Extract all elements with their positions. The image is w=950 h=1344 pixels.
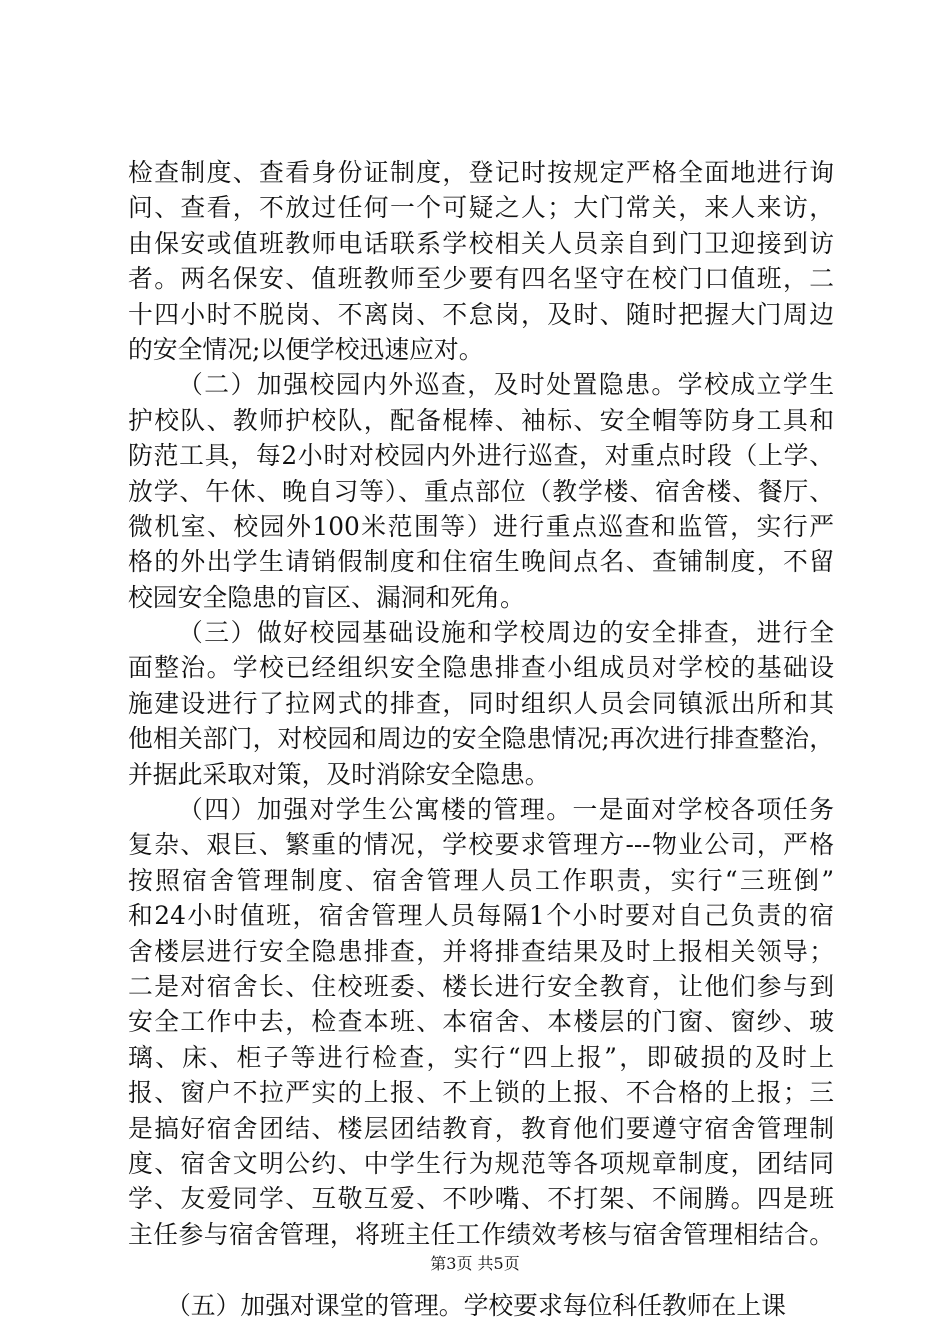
text-line: 十四小时不脱岗、不离岗、不怠岗，及时、随时把握大门周边 xyxy=(128,299,834,329)
text-line: 放学、午休、晚自习等）、重点部位（教学楼、宿舍楼、餐厅、 xyxy=(128,476,834,506)
text-line: 二是对宿舍长、住校班委、楼长进行安全教育，让他们参与到 xyxy=(128,971,834,1001)
text-line: 防范工具，每2小时对校园内外进行巡查，对重点时段（上学、 xyxy=(128,441,834,471)
text-line: 报、窗户不拉严实的上报、不上锁的上报、不合格的上报；三 xyxy=(128,1078,834,1108)
paragraph-5-heading-line: （五）加强对课堂的管理。学校要求每位科任教师在上课 xyxy=(166,1291,786,1321)
text-line: 者。两名保安、值班教师至少要有四名坚守在校门口值班，二 xyxy=(128,264,834,294)
text-line: 面整治。学校已经组织安全隐患排查小组成员对学校的基础设 xyxy=(128,653,834,683)
text-line: 微机室、校园外100米范围等）进行重点巡查和监管，实行严 xyxy=(128,511,834,541)
paragraph-3-heading-line: （三）做好校园基础设施和学校周边的安全排查，进行全 xyxy=(178,618,834,648)
paragraph-2-heading-line: （二）加强校园内外巡查，及时处置隐患。学校成立学生 xyxy=(178,370,834,400)
text-line: 舍楼层进行安全隐患排查，并将排查结果及时上报相关领导； xyxy=(128,936,834,966)
page-number-footer: 第3页 共5页 xyxy=(430,1254,520,1273)
text-line: 并据此采取对策，及时消除安全隐患。 xyxy=(128,759,550,789)
text-line: 的安全情况;以便学校迅速应对。 xyxy=(128,334,484,364)
text-line: 和24小时值班，宿舍管理人员每隔1个小时要对自己负责的宿 xyxy=(128,901,834,931)
text-line: 度、宿舍文明公约、中学生行为规范等各项规章制度，团结同 xyxy=(128,1148,834,1178)
text-line: 校园安全隐患的盲区、漏洞和死角。 xyxy=(128,582,525,612)
text-line: 检查制度、查看身份证制度，登记时按规定严格全面地进行询 xyxy=(128,158,834,187)
text-line: 按照宿舍管理制度、宿舍管理人员工作职责，实行“三班倒” xyxy=(128,865,834,895)
text-line: 问、查看，不放过任何一个可疑之人；大门常关，来人来访， xyxy=(128,193,834,223)
text-line: 璃、床、柜子等进行检查，实行“四上报”，即破损的及时上 xyxy=(128,1042,834,1072)
text-line: 护校队、教师护校队，配备棍棒、袖标、安全帽等防身工具和 xyxy=(128,405,834,435)
paragraph-4-heading-line: （四）加强对学生公寓楼的管理。一是面对学校各项任务 xyxy=(178,795,834,825)
text-line: 他相关部门，对校园和周边的安全隐患情况;再次进行排查整治， xyxy=(128,724,834,754)
text-line: 由保安或值班教师电话联系学校相关人员亲自到门卫迎接到访 xyxy=(128,228,834,258)
text-line: 施建设进行了拉网式的排查，同时组织人员会同镇派出所和其 xyxy=(128,688,834,718)
text-line: 是搞好宿舍团结、楼层团结教育，教育他们要遵守宿舍管理制 xyxy=(128,1113,834,1143)
text-line: 主任参与宿舍管理，将班主任工作绩效考核与宿舍管理相结合。 xyxy=(128,1219,834,1249)
text-line: 复杂、艰巨、繁重的情况，学校要求管理方---物业公司，严格 xyxy=(128,830,834,860)
text-line: 学、友爱同学、互敬互爱、不吵嘴、不打架、不闹腾。四是班 xyxy=(128,1184,834,1214)
text-line: 安全工作中去，检查本班、本宿舍、本楼层的门窗、窗纱、玻 xyxy=(128,1007,834,1037)
text-line: 格的外出学生请销假制度和住宿生晚间点名、查铺制度，不留 xyxy=(128,547,834,577)
document-body xyxy=(128,155,834,1324)
